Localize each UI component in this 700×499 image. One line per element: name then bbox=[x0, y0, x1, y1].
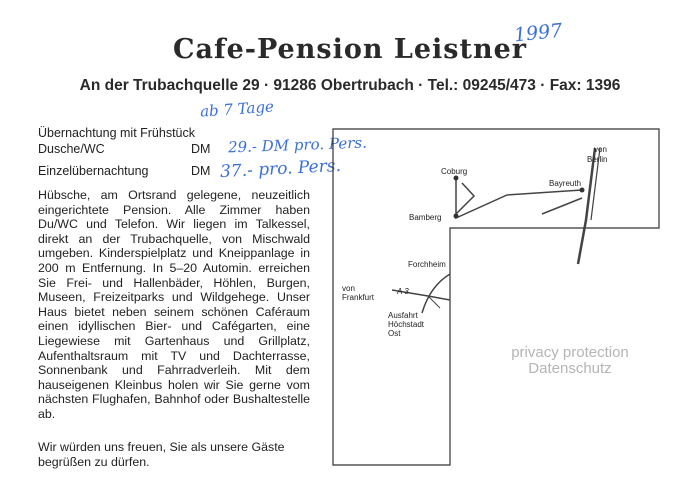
watermark-line-1: privacy protection bbox=[511, 344, 629, 361]
privacy-watermark bbox=[470, 345, 670, 377]
map-label-coburg: Coburg bbox=[441, 167, 468, 176]
map-label-bayreuth: Bayreuth bbox=[549, 179, 582, 188]
map-label-frankfurt-2: Frankfurt bbox=[342, 293, 375, 302]
map-label-exit-1: Ausfahrt bbox=[388, 311, 418, 320]
dot-bayreuth bbox=[580, 188, 585, 193]
shower-label: Dusche/WC bbox=[38, 142, 105, 156]
map-label-berlin-1: von bbox=[594, 145, 607, 154]
map-label-forchheim: Forchheim bbox=[408, 260, 446, 269]
currency-label-single: DM bbox=[191, 164, 211, 178]
map-label-berlin-2: Berlin bbox=[587, 155, 608, 164]
pension-description: Hübsche, am Ortsrand gelegene, neuzeitlich eingerichtete Pension. Alle Zimmer haben Du/WC und Telefon. Wir liegen im Talkessel, direkt an der Trubachquelle, von Mischwald umgeben. Kinderspielplatz und Kneippanlage in 200 m Entfernung. In 5–20 Automin. erreichen Sie Frei- und Hallenbäder, Höhlen, Burgen, Museen, Freizeitparks und Wildgehege. Unser Haus bietet neben seinem schönen Caféraum einen idyllischen Bier- und Cafégarten, eine Liegewiese mit Gartenhaus und Grillplatz, Aufenthaltsraum mit TV und Dachterrasse, Sonnenbank und Fahrradverleih. Mit dem hauseigenen Kleinbus holen wir Sie gerne vom nächsten Flughafen, Bahnhof oder Bushaltestelle ab. bbox=[38, 188, 310, 421]
map-frame bbox=[333, 129, 659, 465]
single-room-label: Einzelübernachtung bbox=[38, 164, 149, 178]
handwritten-days-note: ab 7 Tage bbox=[199, 97, 275, 121]
pension-title: Cafe-Pension Leistner bbox=[173, 34, 527, 65]
map-label-exit-2: Höchstadt bbox=[388, 320, 425, 329]
road-forchheim bbox=[422, 274, 450, 313]
handwritten-year: 1997 bbox=[512, 19, 564, 47]
map-label-a3: A 3 bbox=[397, 287, 409, 296]
road-triangle bbox=[456, 183, 474, 214]
address-line: An der Trubachquelle 29 · 91286 Obertrubach · Tel.: 09245/473 · Fax: 1396 bbox=[79, 77, 621, 94]
breakfast-label: Übernachtung mit Frühstück bbox=[38, 126, 196, 140]
road-bayreuth-south bbox=[542, 198, 582, 214]
dot-bamberg bbox=[454, 214, 459, 219]
map-label-bamberg: Bamberg bbox=[409, 213, 442, 222]
watermark-line-2: Datenschutz bbox=[528, 360, 612, 377]
handwritten-price-double: 29.- DM pro. Pers. bbox=[227, 133, 368, 157]
closing-text: Wir würden uns freuen, Sie als unsere Gäste begrüßen zu dürfen. bbox=[38, 440, 285, 469]
dot-coburg bbox=[454, 176, 459, 181]
currency-label-double: DM bbox=[191, 142, 211, 156]
handwritten-price-single: 37.- pro. Pers. bbox=[219, 155, 342, 183]
location-map bbox=[332, 128, 662, 466]
map-label-frankfurt-1: von bbox=[342, 284, 355, 293]
map-label-exit-3: Ost bbox=[388, 329, 401, 338]
